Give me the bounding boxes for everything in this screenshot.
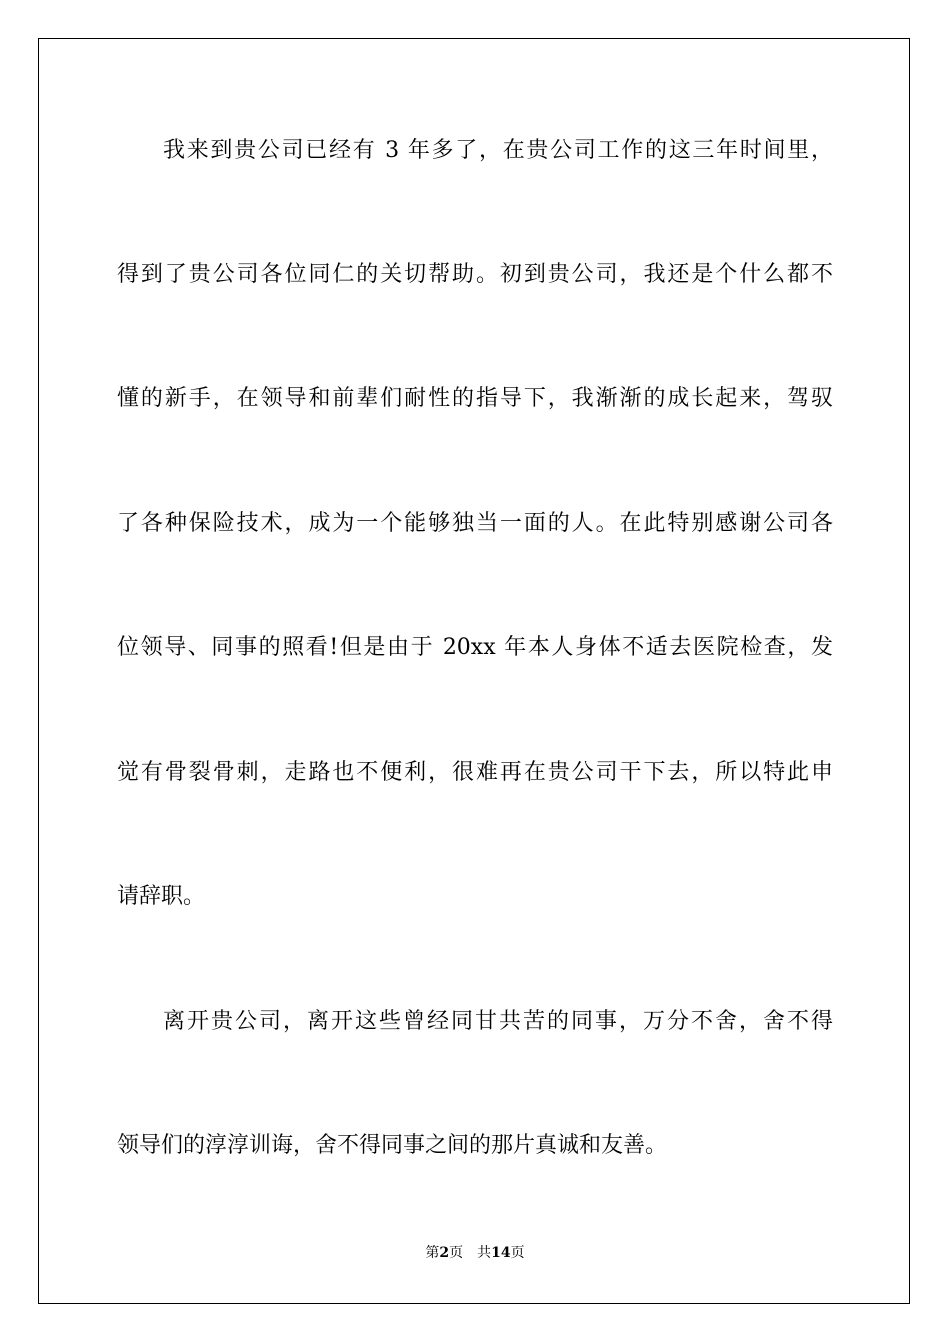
- footer-total-suffix: 页: [510, 1245, 525, 1261]
- paragraph-1-line-7: 请辞职。: [117, 884, 206, 909]
- footer-total-prefix: 共: [477, 1245, 492, 1261]
- paragraph-2-line-1: 离开贵公司，离开这些曾经同甘共苦的同事，万分不舍，舍不得: [163, 1009, 833, 1034]
- footer-page-prefix: 第: [425, 1245, 440, 1261]
- paragraph-1-line-1: 我来到贵公司已经有 3 年多了，在贵公司工作的这三年时间里，: [163, 138, 833, 163]
- page-border: [38, 38, 910, 1304]
- footer-total-pages: 14: [491, 1245, 511, 1261]
- footer-page-number: 2: [439, 1245, 450, 1261]
- paragraph-1-line-2: 得到了贵公司各位同仁的关切帮助。初到贵公司，我还是个什么都不: [117, 262, 833, 287]
- paragraph-1-line-5: 位领导、同事的照看!但是由于 20xx 年本人身体不适去医院检查，发: [117, 635, 833, 660]
- paragraph-1-line-6: 觉有骨裂骨刺，走路也不便利，很难再在贵公司干下去，所以特此申: [117, 760, 833, 785]
- page-footer: [0, 1244, 950, 1262]
- paragraph-1-line-4: 了各种保险技术，成为一个能够独当一面的人。在此特别感谢公司各: [117, 511, 833, 536]
- paragraph-1-line-3: 懂的新手，在领导和前辈们耐性的指导下，我渐渐的成长起来，驾驭: [117, 386, 833, 411]
- footer-page-suffix: 页: [449, 1245, 464, 1261]
- paragraph-2-line-2: 领导们的淳淳训诲，舍不得同事之间的那片真诚和友善。: [117, 1133, 668, 1158]
